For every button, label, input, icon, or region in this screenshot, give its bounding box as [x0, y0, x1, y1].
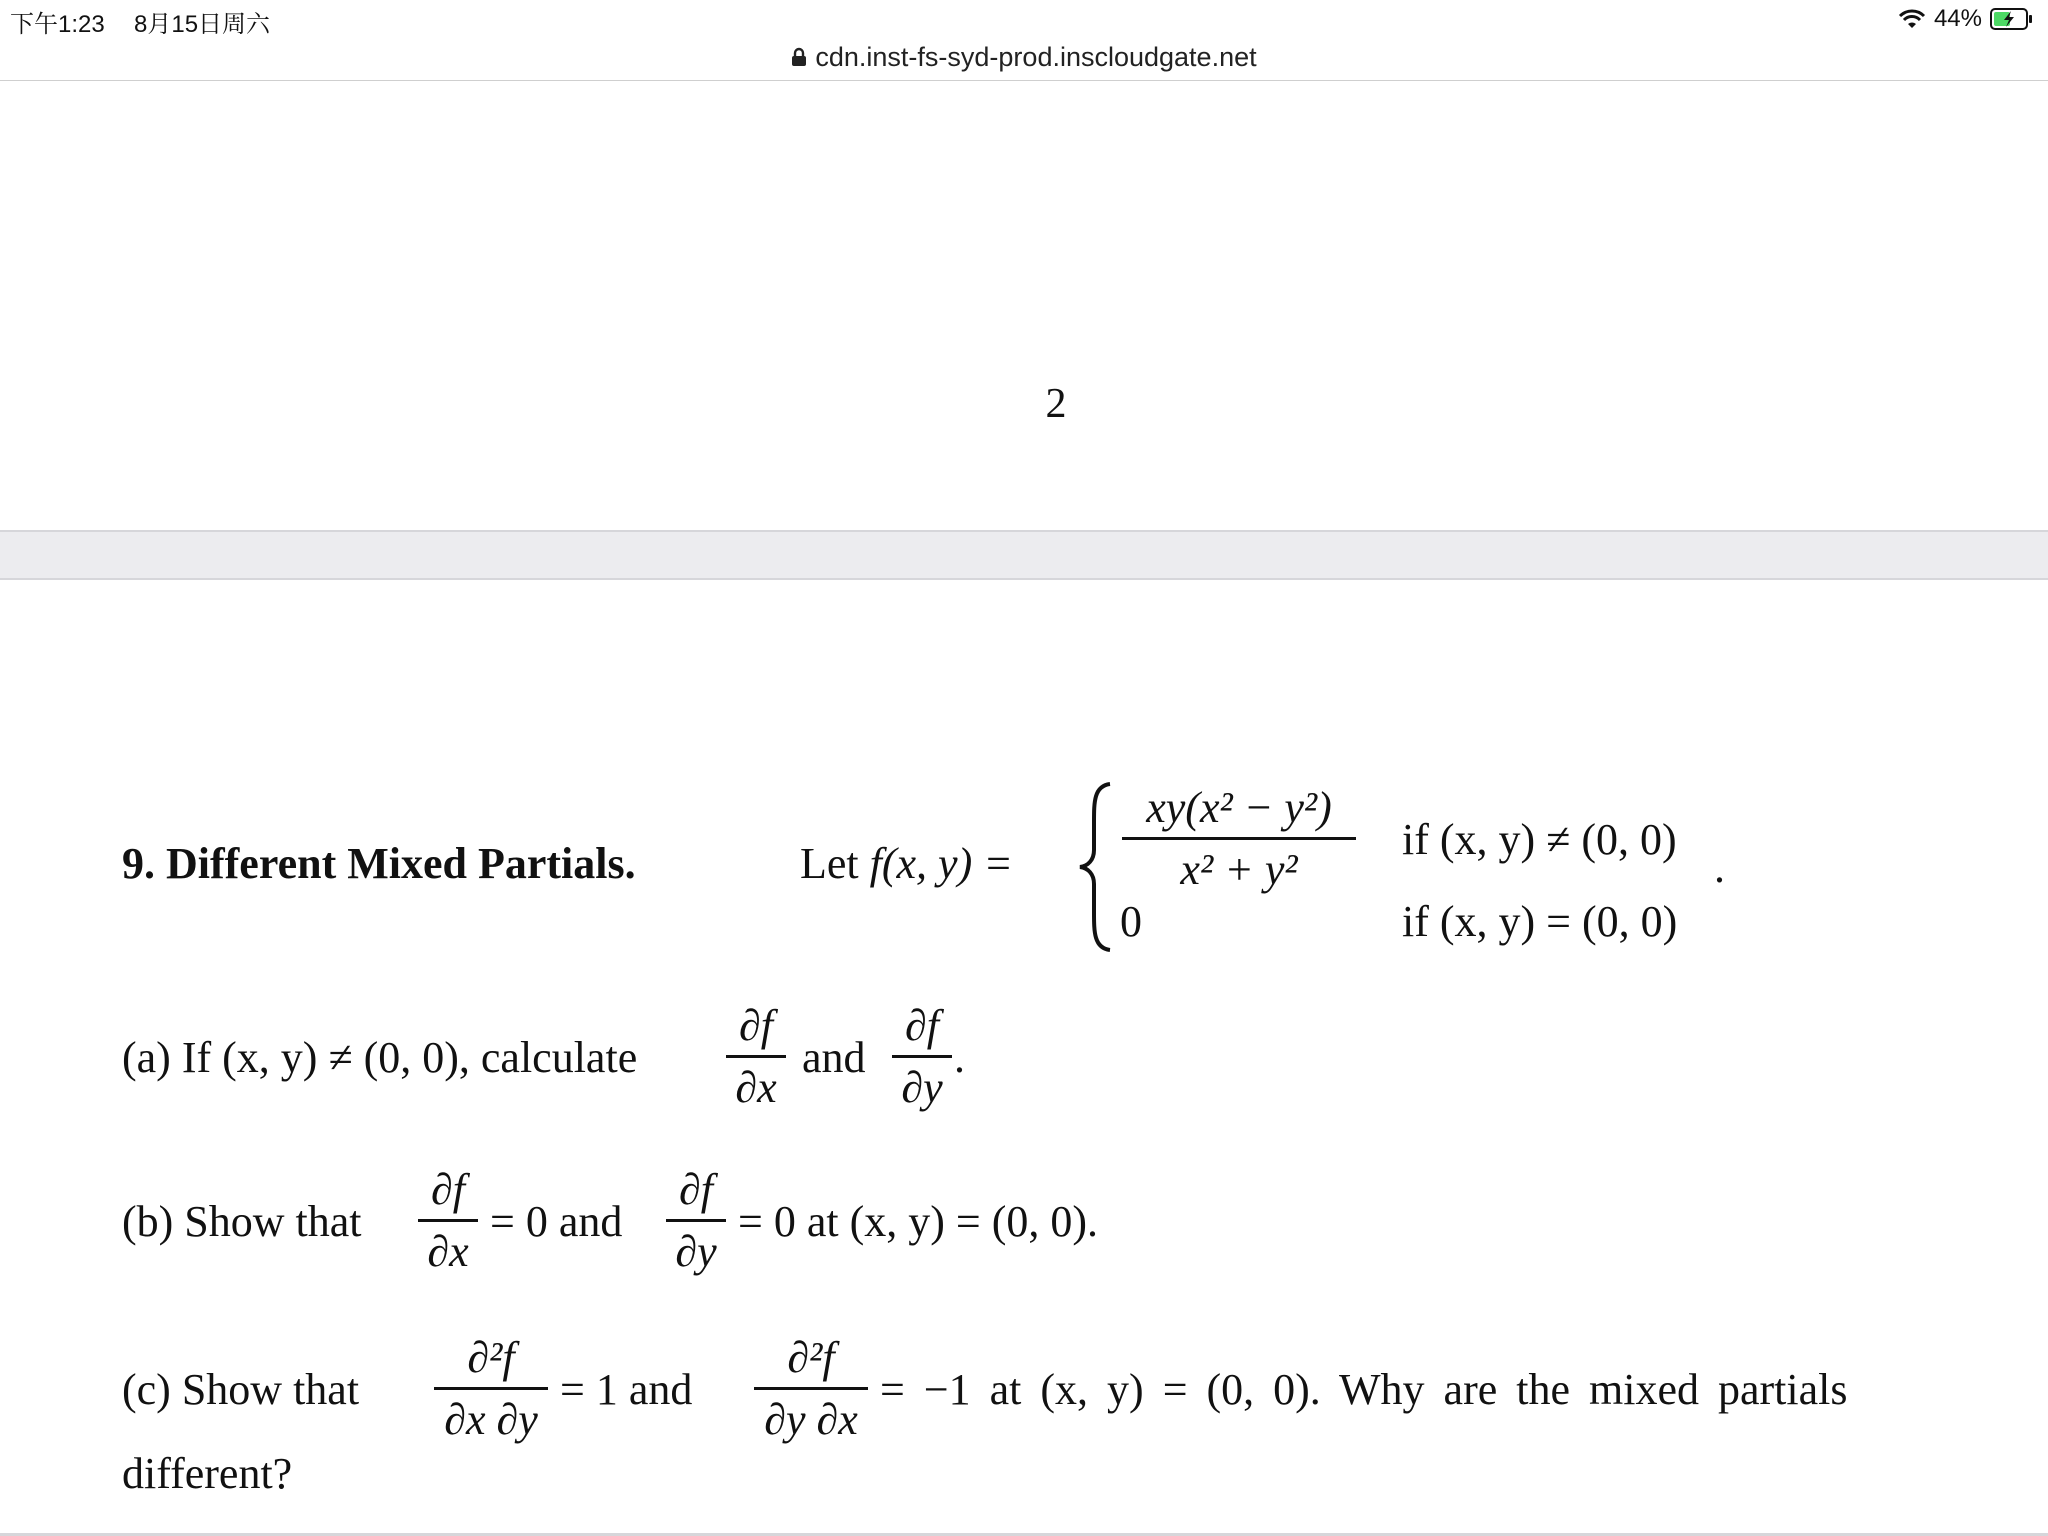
part-a-and: and — [802, 1033, 866, 1082]
part-c-fraction-2: ∂²f ∂y ∂x — [754, 1332, 868, 1445]
part-b-text: (b) Show that — [122, 1197, 362, 1246]
part-a-fraction-2: ∂f ∂y — [892, 1000, 952, 1113]
part-c-fraction-1: ∂²f ∂x ∂y — [434, 1332, 548, 1445]
wifi-icon — [1898, 7, 1926, 31]
trailing-period: . — [1714, 843, 1725, 892]
case1-condition: if (x, y) ≠ (0, 0) — [1402, 815, 1677, 864]
status-time: 下午1:23 — [10, 11, 105, 38]
part-c-text: (c) Show that — [122, 1365, 360, 1414]
problem-heading — [122, 838, 636, 889]
part-a-end: . — [954, 1033, 965, 1082]
url-bar[interactable] — [0, 34, 2048, 80]
page-separator — [0, 530, 2048, 580]
case1-denominator: x² + y² — [1180, 845, 1298, 894]
part-a-text: (a) If (x, y) ≠ (0, 0), calculate — [122, 1033, 638, 1082]
piecewise-brace — [1076, 782, 1116, 952]
part-b-fraction-2: ∂f ∂y — [666, 1164, 726, 1277]
problem-title: Different Mixed Partials. — [166, 839, 636, 888]
problem-number: 9. — [122, 839, 155, 888]
part-c-middle: = 1 and — [560, 1365, 693, 1414]
fraction-bar — [1122, 837, 1356, 840]
status-indicators — [1898, 4, 2034, 34]
battery-charging-icon — [1990, 7, 2034, 31]
case1-numerator: xy(x² − y²) — [1146, 783, 1332, 832]
part-c-continuation: different? — [122, 1449, 293, 1498]
function-definition: f(x, y) = — [869, 839, 1013, 888]
problem-let: Let f(x, y) = — [800, 839, 1013, 888]
part-b-middle: = 0 and — [490, 1197, 623, 1246]
part-c-end: = −1 at (x, y) = (0, 0). Why are the mixed partials — [880, 1365, 1848, 1414]
page-number: 2 — [1045, 381, 1067, 427]
part-b-end: = 0 at (x, y) = (0, 0). — [738, 1197, 1098, 1246]
case2-value: 0 — [1120, 897, 1142, 946]
battery-percent: 44% — [1933, 5, 1982, 32]
case1-fraction — [1122, 782, 1356, 895]
part-a-fraction-1: ∂f ∂x — [726, 1000, 786, 1113]
toolbar-divider — [0, 80, 2048, 81]
status-date: 8月15日周六 — [134, 11, 271, 38]
case2-condition: if (x, y) = (0, 0) — [1402, 897, 1678, 946]
part-b-fraction-1: ∂f ∂x — [418, 1164, 478, 1277]
lock-icon — [791, 47, 807, 67]
url-text[interactable]: cdn.inst-fs-syd-prod.inscloudgate.net — [815, 41, 1257, 72]
